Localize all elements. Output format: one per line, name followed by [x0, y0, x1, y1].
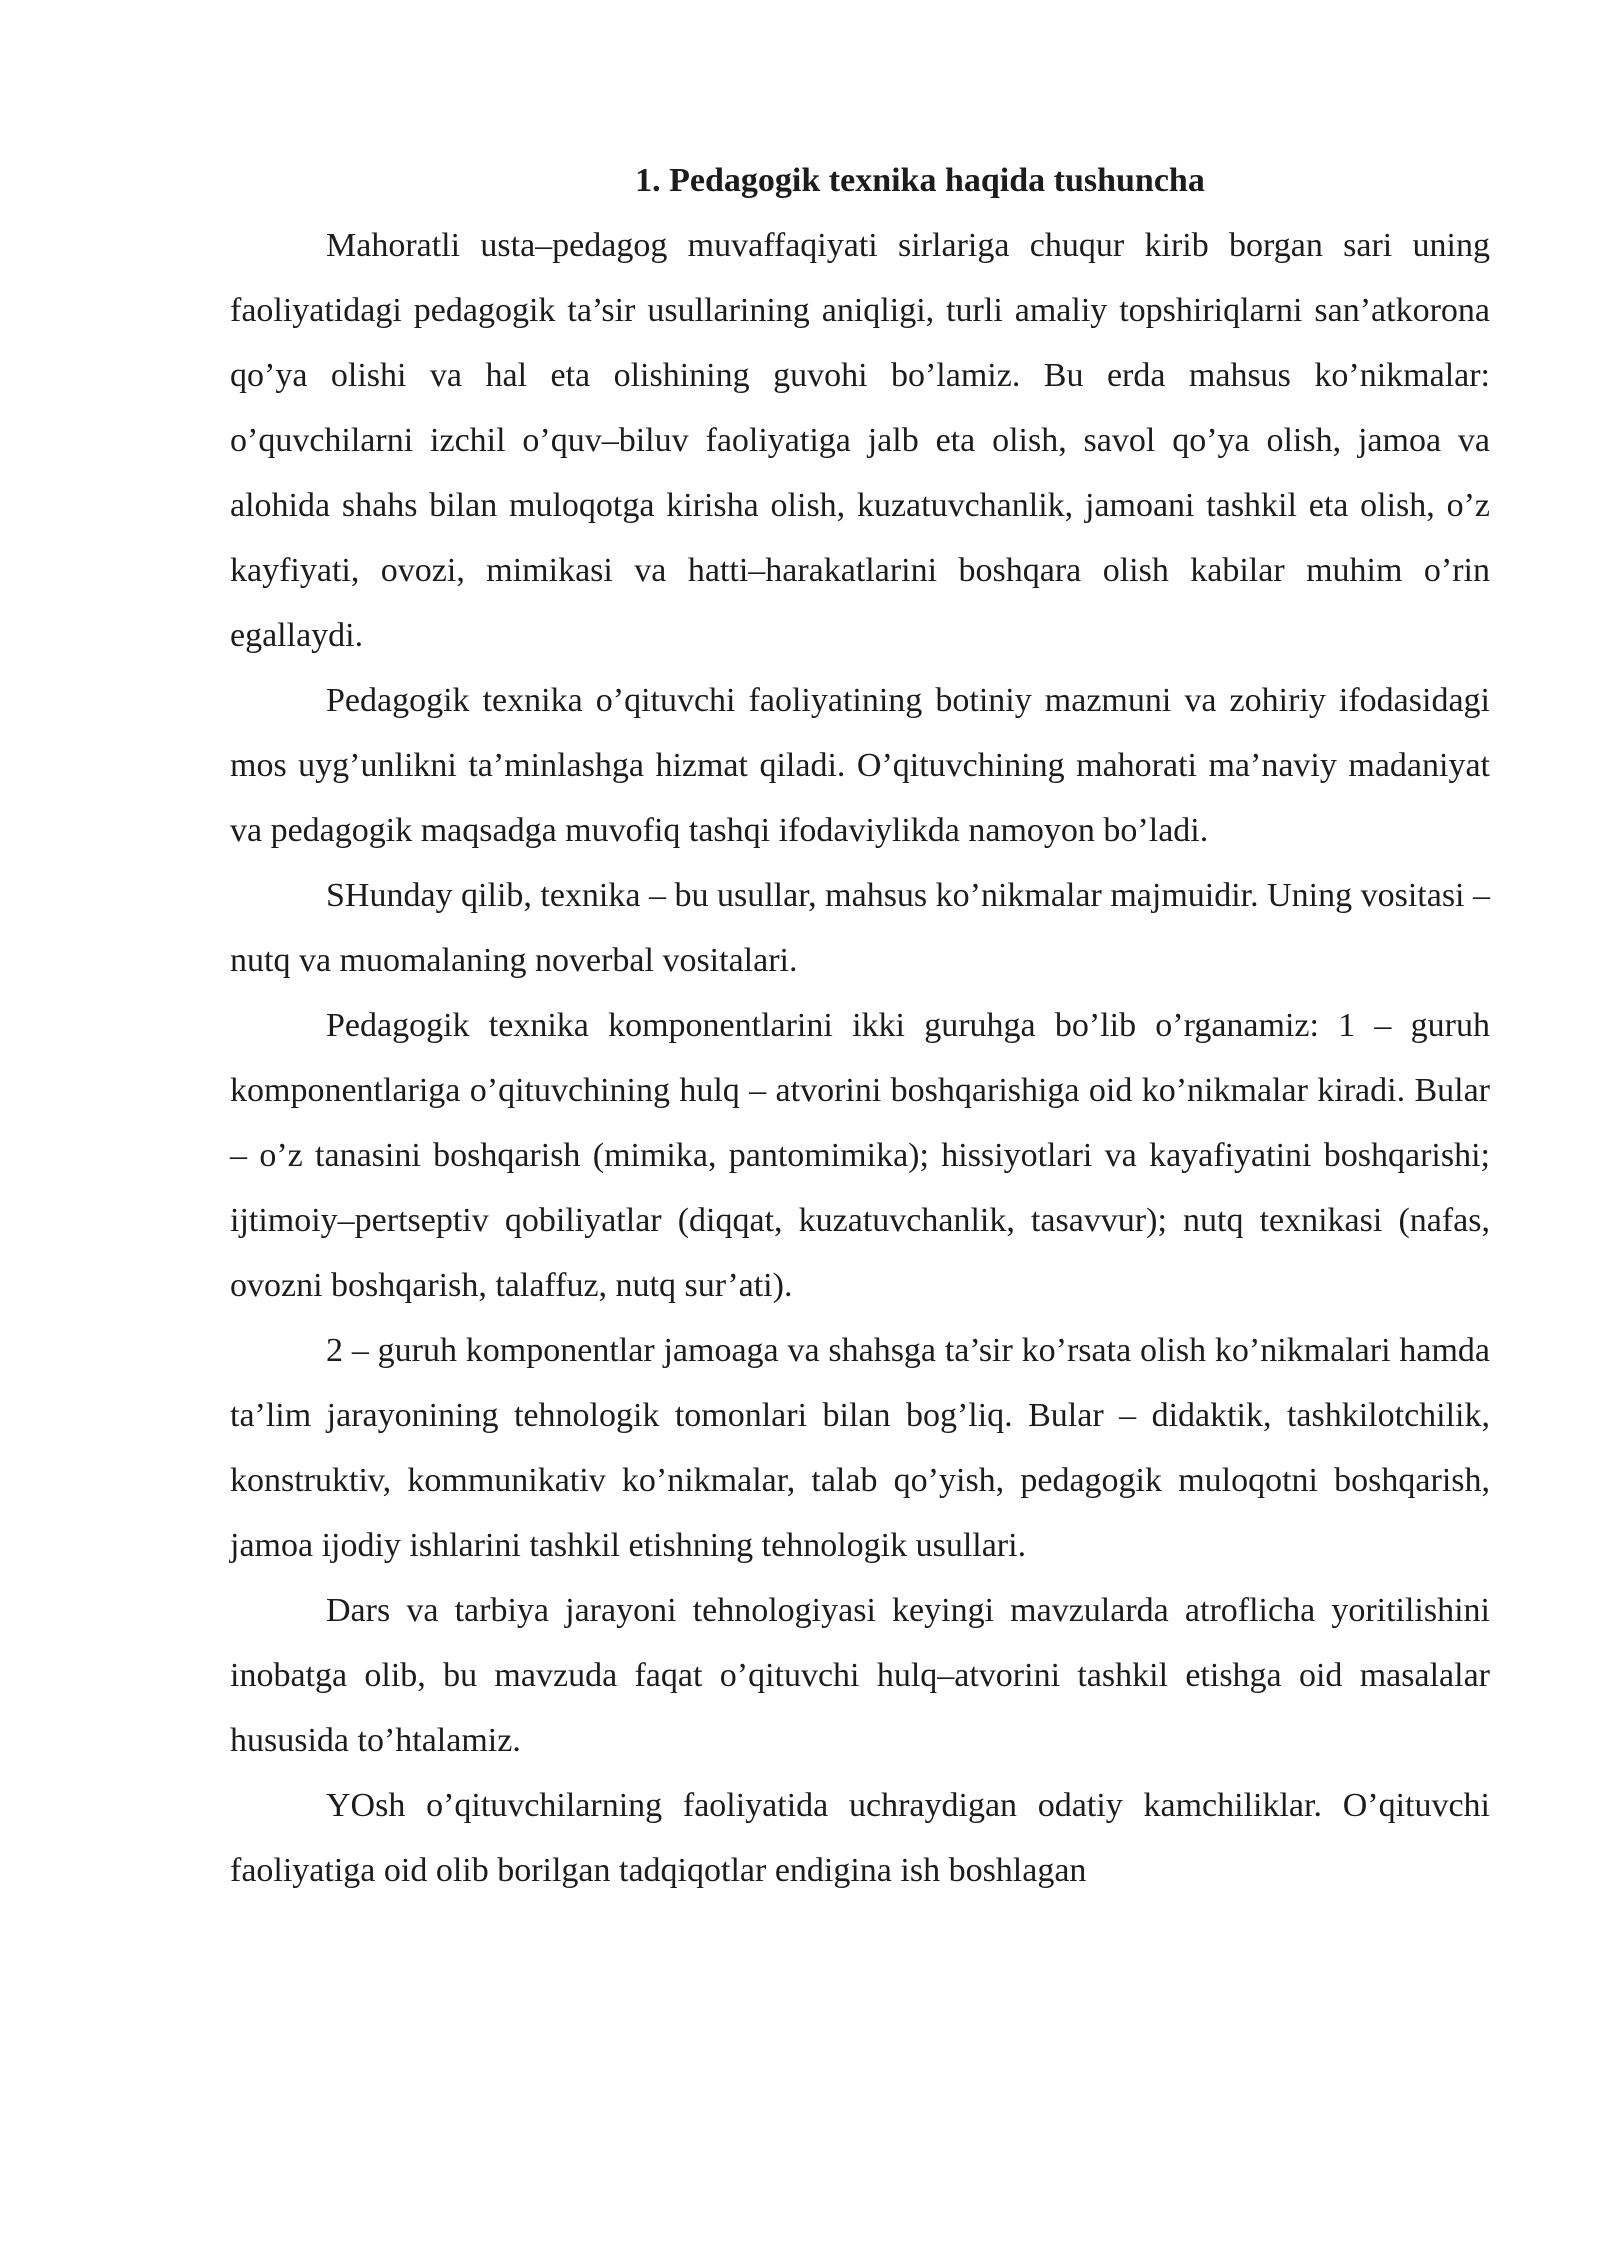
paragraph-3: SHunday qilib, texnika – bu usullar, mahsus ko’nikmalar majmuidir. Uning vositasi – nutq va muomalaning noverbal vositalari. — [230, 877, 1490, 979]
document-page — [230, 148, 1490, 1903]
paragraph-2: Pedagogik texnika o’qituvchi faoliyatining botiniy mazmuni va zohiriy ifodasidagi mos uyg’unlikni ta’minlashga hizmat qiladi. O’qituvchining mahorati ma’naviy madaniyat va pedagogik maqsadga muvofiq tashqi ifodaviylikda namoyon bo’ladi. — [230, 682, 1490, 849]
paragraph-1: Mahoratli usta–pedagog muvaffaqiyati sirlariga chuqur kirib borgan sari uning faoliyatidagi pedagogik ta’sir usullarining aniqligi, turli amaliy topshiriqlarni san’atkorona qo’ya olishi va hal eta olishining guvohi bo’lamiz. Bu erda mahsus ko’nikmalar: o’quvchilarni izchil o’quv–biluv faoliyatiga jalb eta olish, savol qo’ya olish, jamoa va alohida shahs bilan muloqotga kirisha olish, kuzatuvchanlik, jamoani tashkil eta olish, o’z kayfiyati, ovozi, mimikasi va hatti–harakatlarini boshqara olish kabilar muhim o’rin egallaydi. — [230, 227, 1490, 654]
paragraph-7: YOsh o’qituvchilarning faoliyatida uchraydigan odatiy kamchiliklar. O’qituvchi faoliyatiga oid olib borilgan tadqiqotlar endigina ish boshlagan — [230, 1787, 1490, 1889]
paragraph-4: Pedagogik texnika komponentlarini ikki guruhga bo’lib o’rganamiz: 1 – guruh komponentlariga o’qituvchining hulq – atvorini boshqarishiga oid ko’nikmalar kiradi. Bular – o’z tanasini boshqarish (mimika, pantomimika); hissiyotlari va kayafiyatini boshqarishi; ijtimoiy–pertseptiv qobiliyatlar (diqqat, kuzatuvchanlik, tasavvur); nutq texnikasi (nafas, ovozni boshqarish, talaffuz, nutq sur’ati). — [230, 1007, 1490, 1304]
section-heading: 1. Pedagogik texnika haqida tushuncha — [635, 162, 1205, 199]
paragraph-5: 2 – guruh komponentlar jamoaga va shahsga ta’sir ko’rsata olish ko’nikmalari hamda ta’lim jarayonining tehnologik tomonlari bilan bog’liq. Bular – didaktik, tashkilotchilik, konstruktiv, kommunikativ ko’nikmalar, talab qo’yish, pedagogik muloqotni boshqarish, jamoa ijodiy ishlarini tashkil etishning tehnologik usullari. — [230, 1332, 1490, 1564]
paragraph-6: Dars va tarbiya jarayoni tehnologiyasi keyingi mavzularda atroflicha yoritilishini inobatga olib, bu mavzuda faqat o’qituvchi hulq–atvorini tashkil etishga oid masalalar hususida to’htalamiz. — [230, 1592, 1490, 1759]
